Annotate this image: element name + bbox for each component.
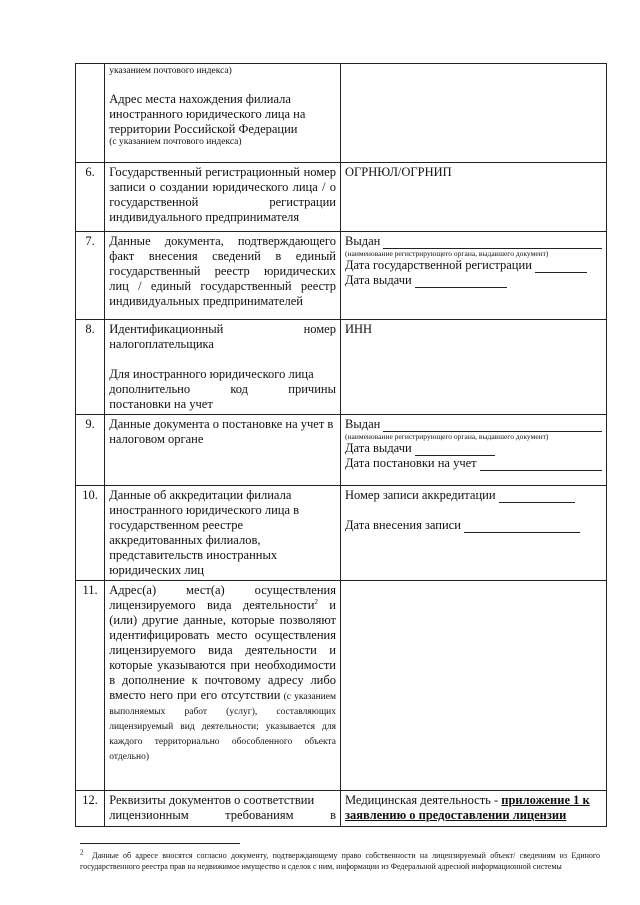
row-number: 11. bbox=[76, 581, 105, 791]
row-description: Данные документа, подтверждающего факт внесения сведений в единый государственный реестр юридических лиц / единый государственный реестр индивидуальных предпринимателей bbox=[105, 232, 341, 320]
issued-by-label: Выдан bbox=[344, 417, 381, 431]
branch-address-note: (с указанием почтового индекса) bbox=[109, 137, 242, 147]
row-number: 7. bbox=[76, 232, 105, 320]
tax-registration-date-blank[interactable] bbox=[480, 459, 602, 471]
row-description-cell bbox=[105, 64, 341, 163]
issue-date-blank[interactable] bbox=[415, 444, 495, 456]
r12-line1: Реквизиты документов о соответствии bbox=[109, 793, 315, 807]
ogrn-value: ОГРНЮЛ/ОГРНИП bbox=[340, 163, 606, 232]
table-row bbox=[76, 64, 607, 163]
footnote-ref[interactable]: 2 bbox=[314, 597, 318, 606]
row-description: Данные документа о постановке на учет в налоговом органе bbox=[105, 415, 341, 486]
appendix-reference: приложение 1 к заявлению о предоставлении лицензии bbox=[344, 793, 590, 822]
issue-date-field bbox=[345, 273, 602, 288]
activity-address-description: Адрес(а) мест(а) осуществления лицензируемого вида деятельности$^2$ и (или) другие данные, которые позволяют идентифицировать место осуществления лицензируемого вида деятельности и которые указываются при необходимости в дополнение к почтовому адресу либо вместо него при его отсутствии (с указанием выполняемых работ (услуг), составляющих лицензируемый вид деятельности; указывается для каждого территориально обособленного объекта отдельно) bbox=[105, 581, 341, 791]
row-value-cell bbox=[340, 415, 606, 486]
issued-by-field bbox=[345, 234, 602, 249]
issued-by-field bbox=[345, 417, 602, 432]
table-row bbox=[76, 163, 607, 232]
row-number: 6. bbox=[76, 163, 105, 232]
accreditation-number-blank[interactable] bbox=[499, 491, 575, 503]
row-value-cell bbox=[340, 232, 606, 320]
issued-by-label: Выдан bbox=[344, 234, 381, 248]
issue-date-label: Дата выдачи bbox=[344, 441, 412, 455]
issued-by-note: (наименование регистрирующего органа, выдавшего документ) bbox=[344, 432, 549, 441]
table-row bbox=[76, 415, 607, 486]
issued-by-note: (наименование регистрирующего органа, выдавшего документ) bbox=[344, 249, 549, 258]
foreign-entity-line1: Для иностранного юридического лица bbox=[109, 367, 314, 381]
row-value-cell bbox=[340, 486, 606, 581]
footnote-mark: 2 bbox=[80, 848, 84, 857]
postal-index-note: указанием почтового индекса) bbox=[109, 66, 232, 76]
inn-value: ИНН bbox=[340, 320, 606, 415]
foreign-entity-line3: постановки на учет bbox=[109, 397, 213, 411]
row-value-cell bbox=[340, 581, 606, 791]
row-number-cell bbox=[76, 64, 105, 163]
footnote-separator bbox=[80, 843, 240, 844]
issued-by-blank[interactable] bbox=[383, 237, 602, 249]
row-description: Государственный регистрационный номер записи о создании юридического лица / о государственной регистрации индивидуального предпринимателя bbox=[105, 163, 341, 232]
row-number: 8. bbox=[76, 320, 105, 415]
inn-desc-c: налогоплательщика bbox=[109, 337, 214, 351]
branch-address-label: Адрес места нахождения филиала иностранного юридического лица на территории Российской Федерации bbox=[109, 92, 306, 136]
inn-desc-a: Идентификационный bbox=[109, 322, 224, 336]
table-row bbox=[76, 320, 607, 415]
application-form-table bbox=[75, 63, 607, 827]
record-date-field bbox=[345, 518, 602, 533]
record-date-blank[interactable] bbox=[464, 521, 580, 533]
issued-by-blank[interactable] bbox=[383, 420, 602, 432]
row-description-cell bbox=[105, 320, 341, 415]
foreign-entity-line2b: код bbox=[230, 382, 249, 396]
inn-desc-b: номер bbox=[303, 322, 336, 336]
registration-date-label: Дата государственной регистрации bbox=[344, 258, 532, 272]
table-row bbox=[76, 486, 607, 581]
row-description: Данные об аккредитации филиала иностранного юридического лица в государственном реестре аккредитованных филиалов, представительств иностранных юридических лиц bbox=[105, 486, 341, 581]
table-row bbox=[76, 791, 607, 827]
accreditation-number-field bbox=[345, 488, 602, 503]
row-description-cell: Реквизиты документов о соответствии лицензионным требованиям в bbox=[105, 791, 341, 827]
footnote bbox=[80, 850, 600, 872]
footnote-text: Данные об адресе вносятся согласно документу, подтверждающему право собственности на лицензируемый объект/ сведениям из Единого государственного реестра прав на недвижимое имущество и сделок с ним, информации из Федеральной адресной информационной системы bbox=[80, 851, 601, 871]
medical-activity-value: Медицинская деятельность - приложение 1 к заявлению о предоставлении лицензии bbox=[340, 791, 606, 827]
table-row bbox=[76, 232, 607, 320]
row-number: 12. bbox=[76, 791, 105, 827]
issue-date-field bbox=[345, 441, 602, 456]
issue-date-label: Дата выдачи bbox=[344, 273, 412, 287]
foreign-entity-line2c: причины bbox=[288, 382, 336, 396]
row-value-cell bbox=[340, 64, 606, 163]
accreditation-number-label: Номер записи аккредитации bbox=[344, 488, 496, 502]
record-date-label: Дата внесения записи bbox=[344, 518, 461, 532]
registration-date-blank[interactable] bbox=[535, 261, 587, 273]
row-number: 10. bbox=[76, 486, 105, 581]
tax-registration-date-field bbox=[345, 456, 602, 471]
foreign-entity-line2a: дополнительно bbox=[109, 382, 191, 396]
row-number: 9. bbox=[76, 415, 105, 486]
table-row bbox=[76, 581, 607, 791]
tax-registration-date-label: Дата постановки на учет bbox=[344, 456, 477, 470]
registration-date-field bbox=[345, 258, 602, 273]
issue-date-blank[interactable] bbox=[415, 276, 507, 288]
